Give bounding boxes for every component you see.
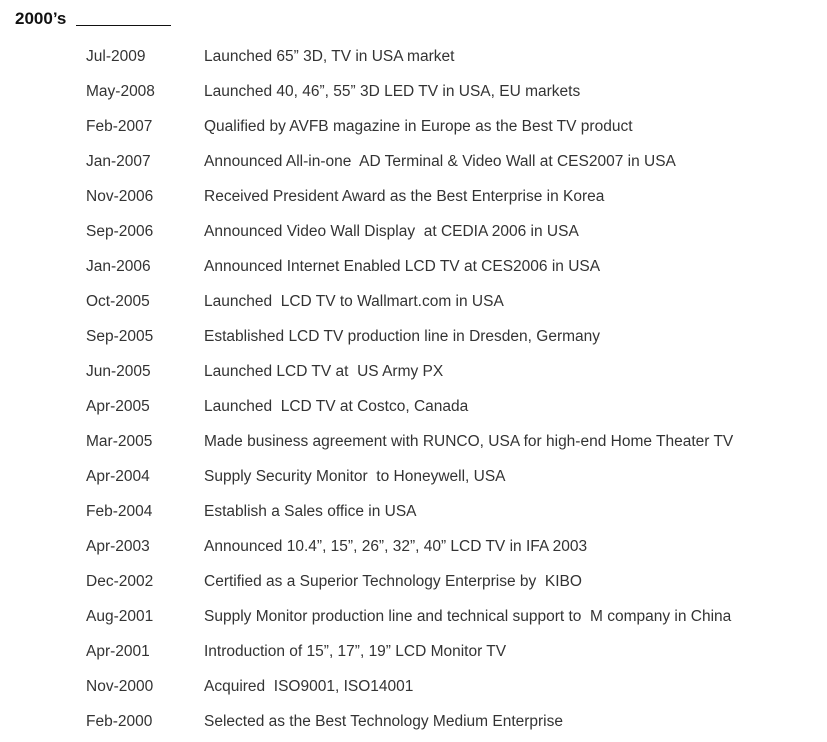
- event-date: Jun-2005: [86, 362, 151, 380]
- event-date: Sep-2005: [86, 327, 154, 345]
- event-description: Received President Award as the Best Enterprise in Korea: [204, 187, 605, 205]
- event-description: Announced Video Wall Display at CEDIA 2006 in USA: [204, 222, 579, 240]
- event-description: Established LCD TV production line in Dresden, Germany: [204, 327, 601, 345]
- event-description: Made business agreement with RUNCO, USA for high-end Home Theater TV: [204, 432, 734, 450]
- event-description: Launched LCD TV to Wallmart.com in USA: [204, 292, 504, 310]
- event-date: Apr-2001: [86, 642, 150, 660]
- event-description: Selected as the Best Technology Medium Enterprise: [204, 712, 563, 730]
- event-description: Supply Monitor production line and technical support to M company in China: [204, 607, 732, 625]
- heading-underline: [76, 25, 171, 26]
- timeline-row: [86, 564, 821, 599]
- event-description: Supply Security Monitor to Honeywell, USA: [204, 467, 506, 485]
- timeline-row: [86, 634, 821, 669]
- event-date: Aug-2001: [86, 607, 154, 625]
- event-date: Nov-2006: [86, 187, 154, 205]
- event-date: Feb-2004: [86, 502, 153, 520]
- timeline-row: [86, 249, 821, 284]
- event-description: Qualified by AVFB magazine in Europe as the Best TV product: [204, 117, 633, 135]
- timeline-row: [86, 39, 821, 74]
- timeline-row: [86, 459, 821, 494]
- timeline-row: [86, 424, 821, 459]
- event-description: Certified as a Superior Technology Enterprise by KIBO: [204, 572, 582, 590]
- event-date: Feb-2007: [86, 117, 153, 135]
- event-date: Jul-2009: [86, 47, 146, 65]
- event-date: Oct-2005: [86, 292, 150, 310]
- event-description: Launched 65” 3D, TV in USA market: [204, 47, 455, 65]
- event-description: Launched LCD TV at Costco, Canada: [204, 397, 469, 415]
- event-description: Launched 40, 46”, 55” 3D LED TV in USA, EU markets: [204, 82, 581, 100]
- event-date: May-2008: [86, 82, 155, 100]
- timeline-row: [86, 704, 821, 739]
- event-date: Apr-2004: [86, 467, 150, 485]
- event-description: Launched LCD TV at US Army PX: [204, 362, 444, 380]
- history-timeline: [86, 39, 821, 739]
- timeline-row: [86, 284, 821, 319]
- event-date: Apr-2003: [86, 537, 150, 555]
- timeline-row: [86, 214, 821, 249]
- decade-title: 2000’s: [15, 9, 67, 28]
- event-date: Sep-2006: [86, 222, 154, 240]
- timeline-row: [86, 109, 821, 144]
- event-date: Feb-2000: [86, 712, 153, 730]
- event-date: Dec-2002: [86, 572, 154, 590]
- timeline-row: [86, 494, 821, 529]
- timeline-row: [86, 144, 821, 179]
- timeline-row: [86, 389, 821, 424]
- event-date: Jan-2007: [86, 152, 151, 170]
- event-date: Apr-2005: [86, 397, 150, 415]
- event-date: Jan-2006: [86, 257, 151, 275]
- section-heading: [15, 8, 171, 30]
- timeline-row: [86, 319, 821, 354]
- timeline-row: [86, 74, 821, 109]
- timeline-row: [86, 354, 821, 389]
- event-description: Announced 10.4”, 15”, 26”, 32”, 40” LCD TV in IFA 2003: [204, 537, 588, 555]
- event-description: Establish a Sales office in USA: [204, 502, 417, 520]
- event-description: Acquired ISO9001, ISO14001: [204, 677, 414, 695]
- timeline-row: [86, 599, 821, 634]
- event-description: Announced Internet Enabled LCD TV at CES2006 in USA: [204, 257, 601, 275]
- event-description: Introduction of 15”, 17”, 19” LCD Monitor TV: [204, 642, 507, 660]
- timeline-row: [86, 529, 821, 564]
- event-date: Mar-2005: [86, 432, 153, 450]
- event-date: Nov-2000: [86, 677, 154, 695]
- timeline-row: [86, 179, 821, 214]
- timeline-row: [86, 669, 821, 704]
- event-description: Announced All-in-one AD Terminal & Video Wall at CES2007 in USA: [204, 152, 676, 170]
